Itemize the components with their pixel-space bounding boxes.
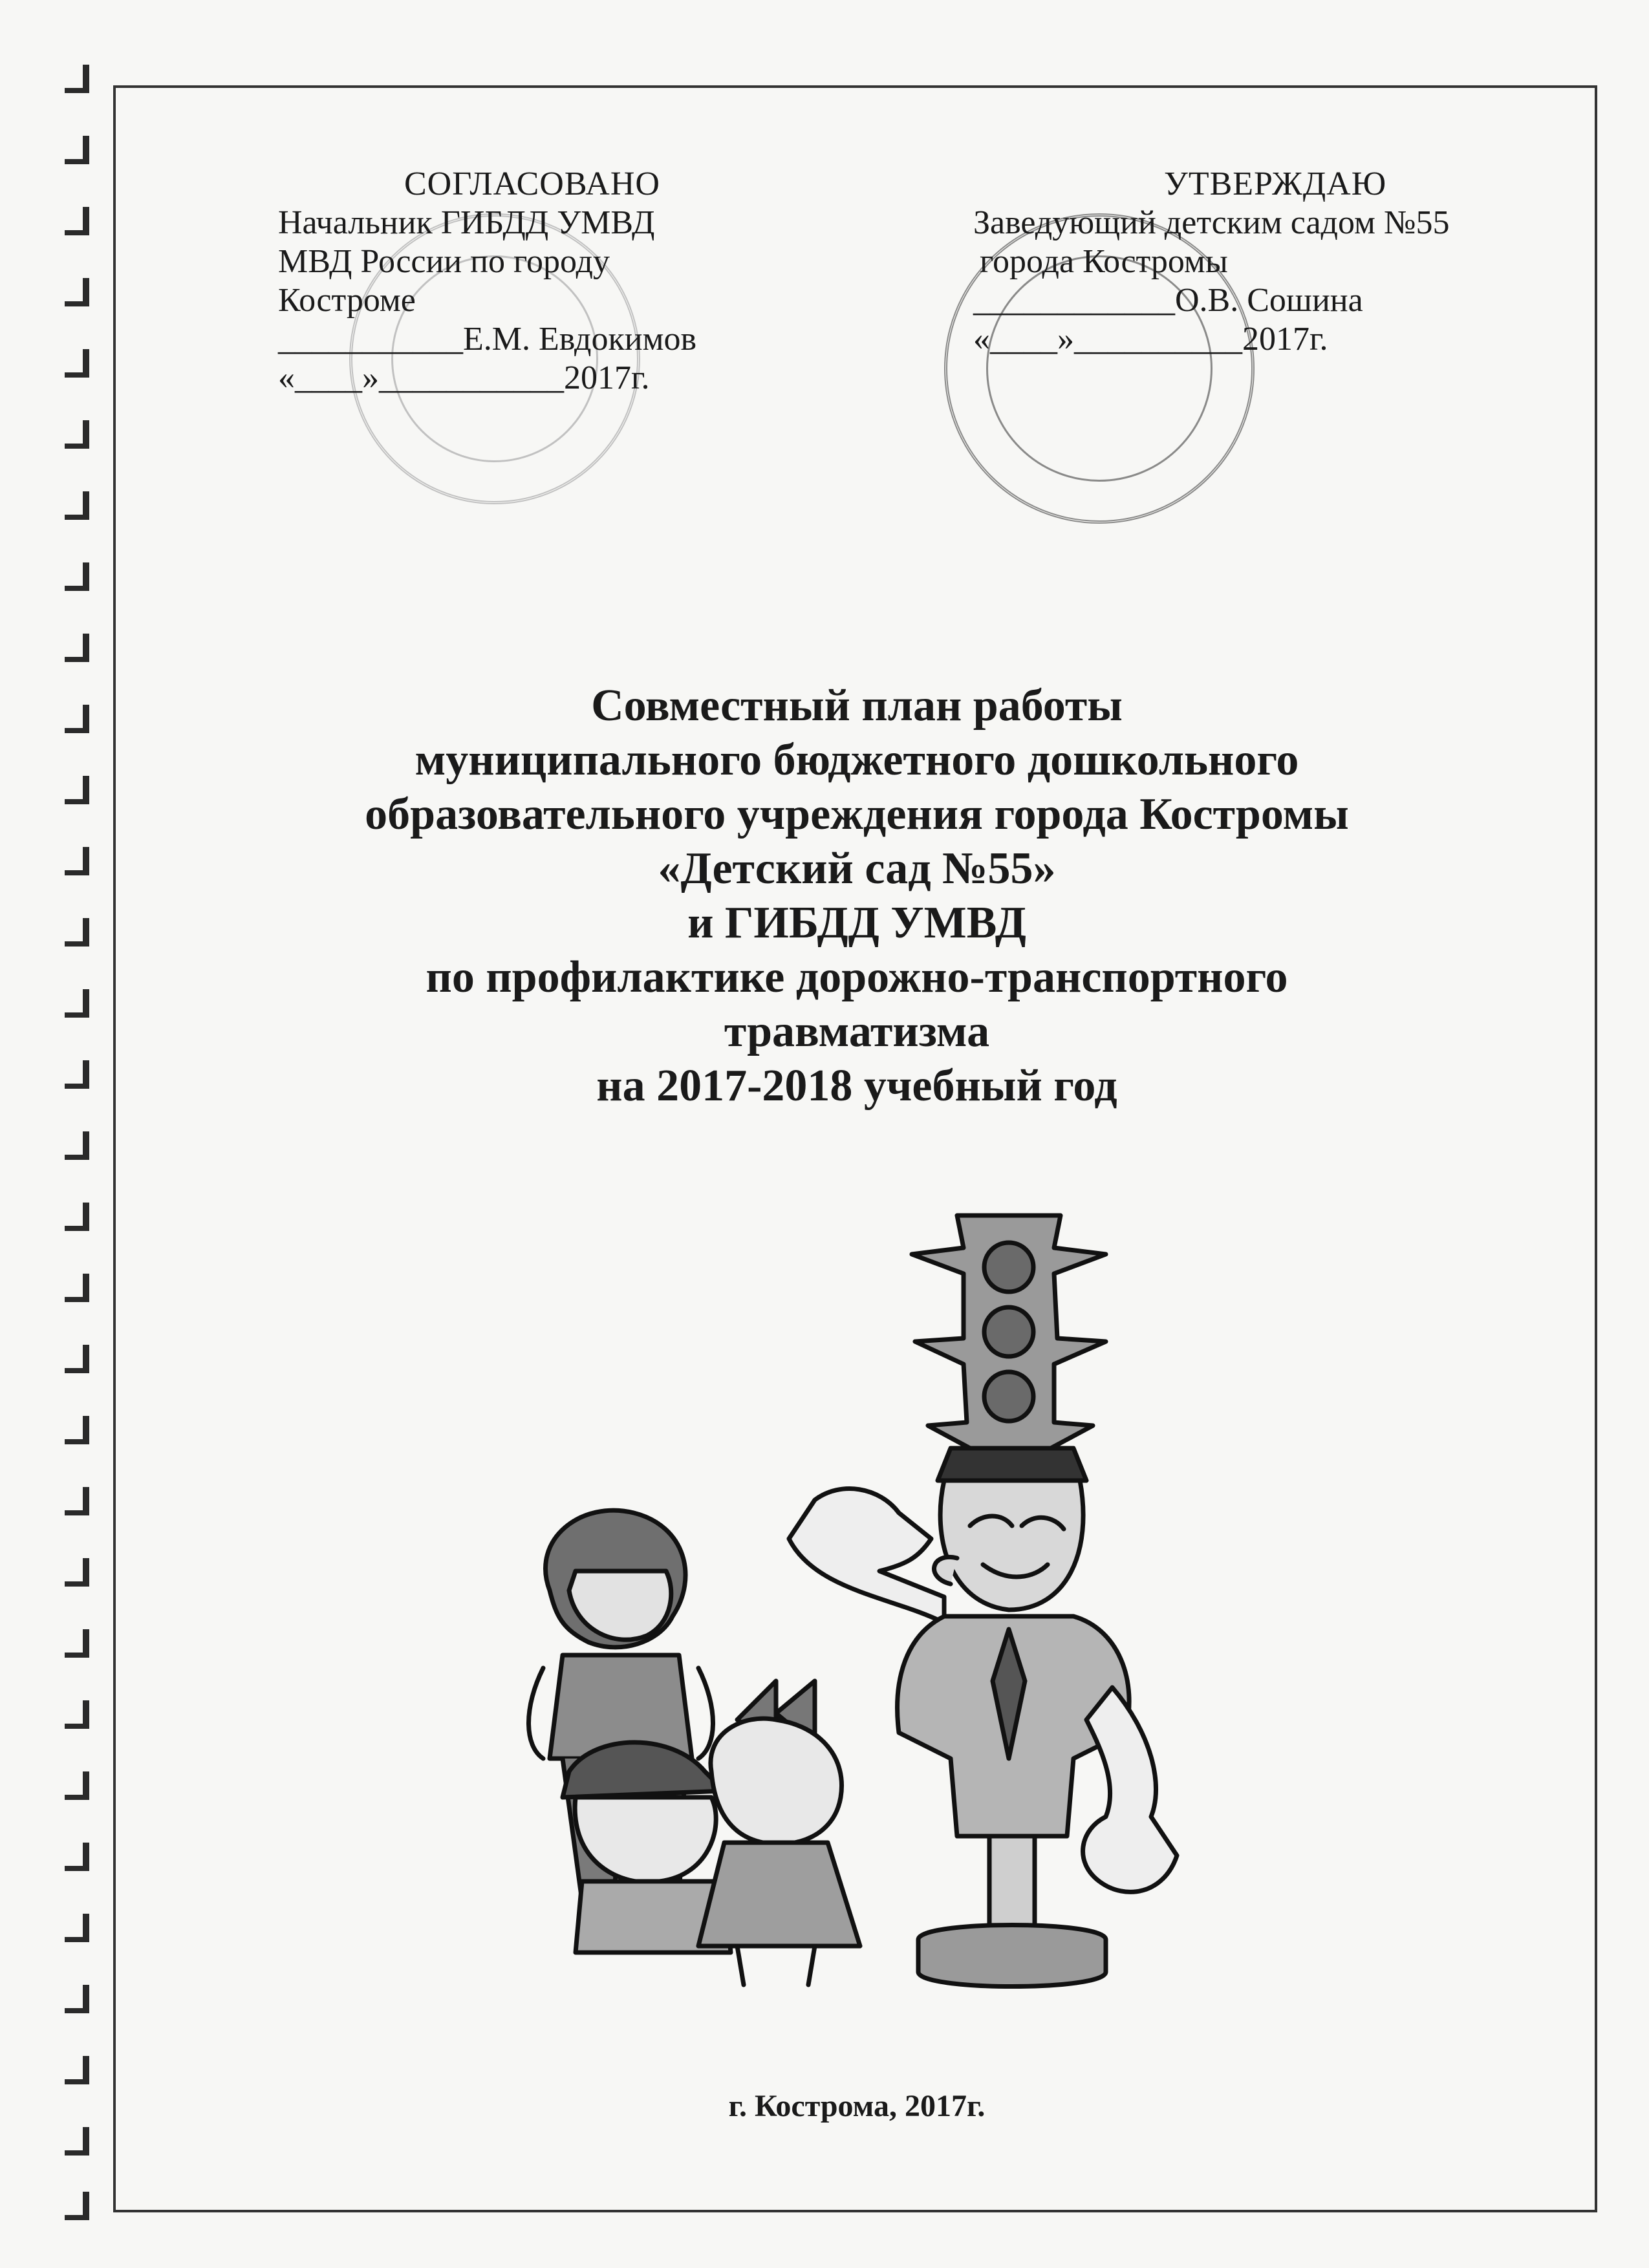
title-line: Совместный план работы <box>591 681 1123 731</box>
binding-clip <box>65 705 89 733</box>
approval-heading: УТВЕРЖДАЮ <box>1164 166 1387 202</box>
binding-clip <box>65 1914 89 1942</box>
binding-clip <box>65 2056 89 2084</box>
approval-block-approved <box>973 165 1529 359</box>
binding-clip <box>65 918 89 947</box>
binding-clip <box>65 1771 89 1800</box>
binding-clip <box>65 989 89 1018</box>
binding-clip <box>65 1487 89 1515</box>
binding-clip <box>65 2127 89 2156</box>
binding-clip <box>65 1558 89 1587</box>
binding-clip <box>65 776 89 804</box>
title-line: травматизма <box>724 1007 990 1056</box>
binding-clip <box>65 420 89 449</box>
date-line: «____»__________2017г. <box>973 321 1328 358</box>
binding-clip <box>65 2192 89 2220</box>
binding-clip <box>65 1274 89 1302</box>
title-line: муниципального бюджетного дошкольного <box>415 735 1299 785</box>
signature-line: ____________О.В. Сошина <box>973 282 1363 319</box>
title-line: на 2017-2018 учебный год <box>596 1061 1117 1111</box>
binding-clip <box>65 562 89 591</box>
traffic-light-officer-illustration <box>453 1177 1229 2049</box>
binding-clip <box>65 1345 89 1373</box>
place-and-date: г. Кострома, 2017г. <box>728 2089 986 2123</box>
binding-clips <box>39 65 103 2224</box>
binding-clip <box>65 1843 89 1871</box>
date-line: «____»___________2017г. <box>278 359 650 396</box>
approval-line: Костроме <box>278 282 416 319</box>
binding-clip <box>65 136 89 164</box>
binding-clip <box>65 1203 89 1231</box>
title-line: и ГИБДД УМВД <box>687 898 1026 948</box>
binding-clip <box>65 278 89 306</box>
binding-clip <box>65 1131 89 1160</box>
binding-clip <box>65 491 89 520</box>
approval-line: МВД России по городу <box>278 243 610 280</box>
binding-clip <box>65 1700 89 1729</box>
binding-clip <box>65 634 89 662</box>
binding-clip <box>65 1985 89 2013</box>
title-line: образовательного учреждения города Костромы <box>365 789 1349 839</box>
binding-clip <box>65 1629 89 1658</box>
binding-clip <box>65 65 89 93</box>
approval-line: Заведующий детским садом №55 <box>973 204 1450 241</box>
approval-heading: СОГЛАСОВАНО <box>404 166 660 202</box>
approval-line: города Костромы <box>980 243 1228 280</box>
binding-clip <box>65 1416 89 1444</box>
approval-block-agreed <box>278 165 782 398</box>
approval-line: Начальник ГИБДД УМВД <box>278 204 655 241</box>
binding-clip <box>65 1060 89 1089</box>
signature-line: ___________Е.М. Евдокимов <box>278 321 697 358</box>
binding-clip <box>65 207 89 235</box>
title-line: по профилактике дорожно-транспортного <box>426 952 1288 1002</box>
binding-clip <box>65 349 89 378</box>
binding-clip <box>65 847 89 875</box>
title-line: «Детский сад №55» <box>658 844 1056 893</box>
document-title <box>194 679 1520 1113</box>
